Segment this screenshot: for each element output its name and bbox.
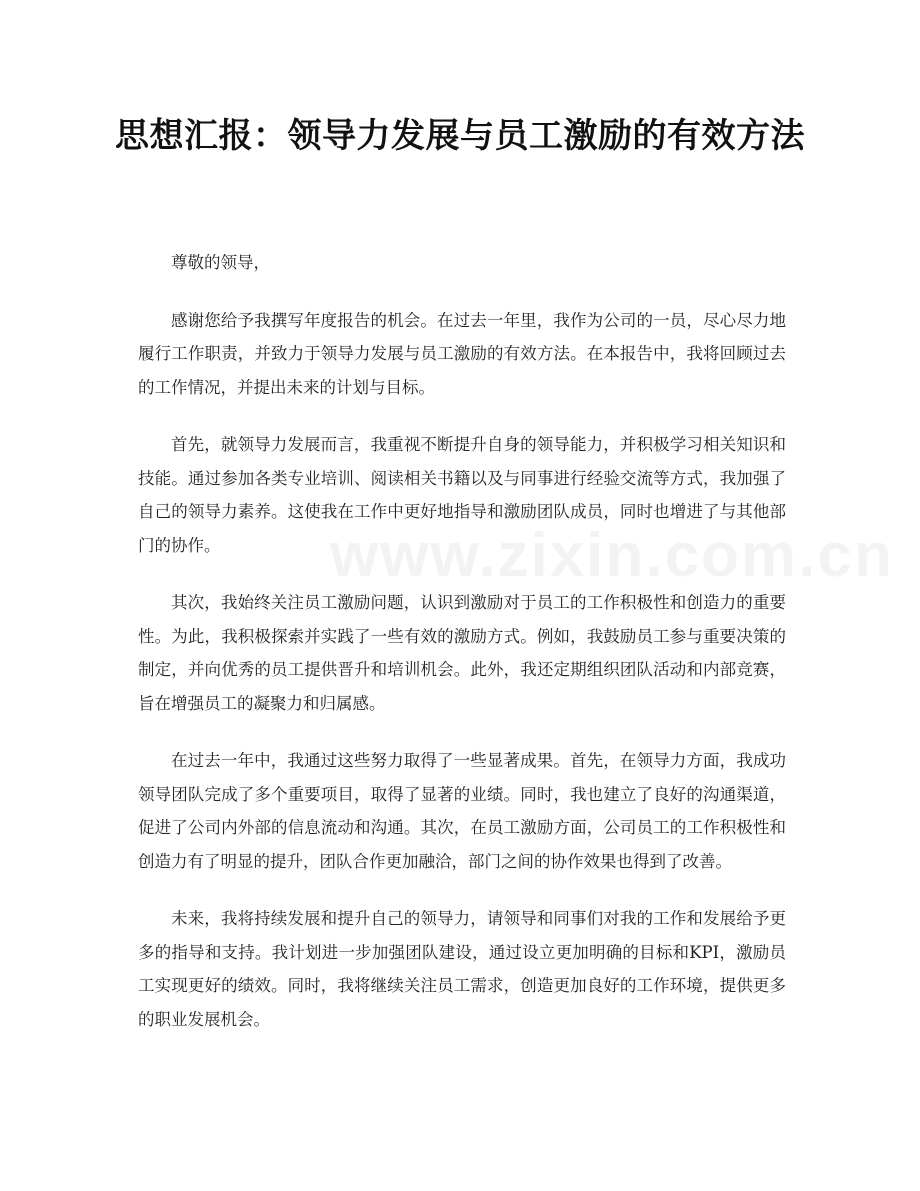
document-title: 思想汇报：领导力发展与员工激励的有效方法 (115, 116, 805, 156)
document-body (138, 246, 894, 1060)
paragraph-results: 在过去一年中，我通过这些努力取得了一些显著成果。首先，在领导力方面，我成功领导团队完成了多个重要项目，取得了显著的业绩。同时，我也建立了良好的沟通渠道，促进了公司内外部的信息流动和沟通。其次，在员工激励方面，公司员工的工作积极性和创造力有了明显的提升，团队合作更加融洽，部门之间的协作效果也得到了改善。 (138, 751, 786, 871)
paragraph-leadership: 首先，就领导力发展而言，我重视不断提升自身的领导能力，并积极学习相关知识和技能。通过参加各类专业培训、阅读相关书籍以及与同事进行经验交流等方式，我加强了自己的领导力素养。这使我在工作中更好地指导和激励团队成员，同时也增进了与其他部门的协作。 (138, 435, 786, 555)
paragraph-intro: 感谢您给予我撰写年度报告的机会。在过去一年里，我作为公司的一员，尽心尽力地履行工作职责，并致力于领导力发展与员工激励的有效方法。在本报告中，我将回顾过去的工作情况，并提出未来的计划与目标。 (138, 310, 786, 397)
salutation: 尊敬的领导， (171, 253, 270, 272)
watermark: www.zixin.com.cn (330, 521, 894, 590)
paragraph-future: 未来，我将持续发展和提升自己的领导力，请领导和同事们对我的工作和发展给予更多的指导和支持。我计划进一步加强团队建设，通过设立更加明确的目标和KPI，激励员工实现更好的绩效。同时，我将继续关注员工需求，创造更加良好的工作环境，提供更多的职业发展机会。 (138, 909, 786, 1029)
paragraph-motivation: 其次，我始终关注员工激励问题，认识到激励对于员工的工作积极性和创造力的重要性。为此，我积极探索并实践了一些有效的激励方式。例如，我鼓励员工参与重要决策的制定，并向优秀的员工提供晋升和培训机会。此外，我还定期组织团队活动和内部竞赛，旨在增强员工的凝聚力和归属感。 (138, 593, 786, 713)
